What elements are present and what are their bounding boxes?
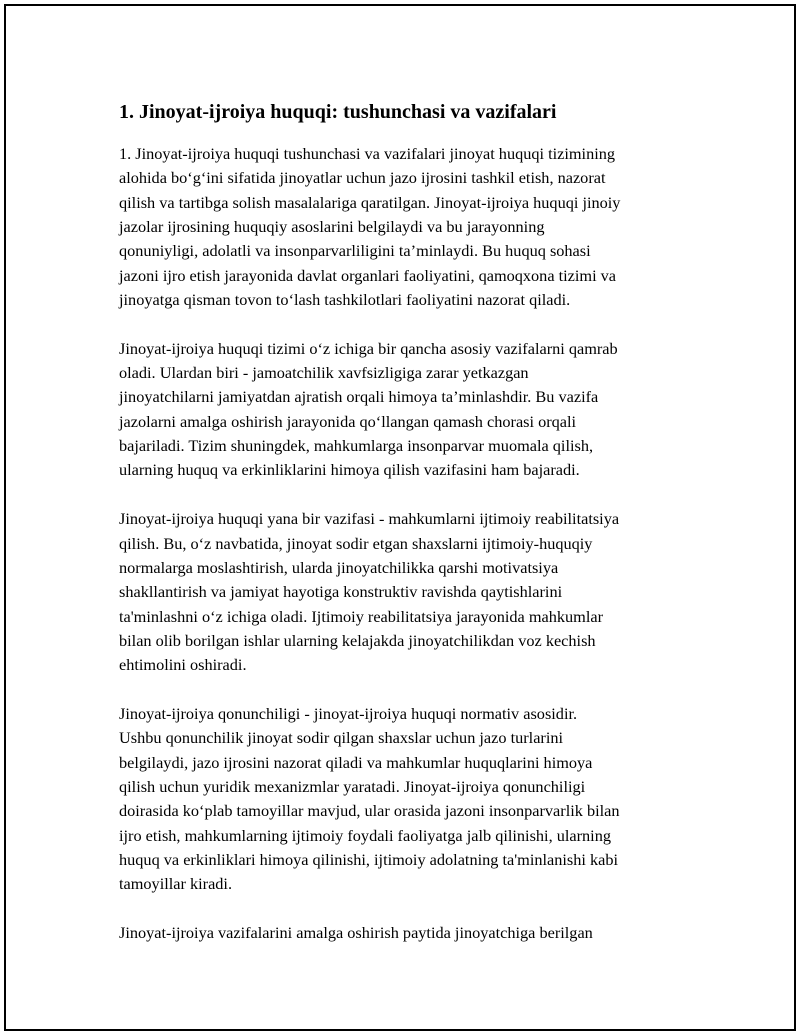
text-line: belgilaydi, jazo ijrosini nazorat qiladi va mahkumlar huquqlarini himoya (119, 752, 593, 772)
text-line: qilish. Bu, o‘z navbatida, jinoyat sodir etgan shaxslarni ijtimoiy-huquqiy (119, 533, 593, 553)
document-title: 1. Jinoyat-ijroiya huquqi: tushunchasi va vazifalari (119, 101, 557, 123)
page-frame (4, 4, 796, 1031)
text-line: jazolar ijrosining huquqiy asoslarini belgilaydi va bu jarayonning (119, 217, 545, 237)
text-line: ta'minlashni o‘z ichiga oladi. Ijtimoiy reabilitatsiya jarayonida mahkumlar (119, 606, 603, 626)
text-line: doirasida ko‘plab tamoyillar mavjud, ular orasida jazoni insonparvarlik bilan (119, 801, 620, 821)
text-line: qilish uchun yuridik mexanizmlar yaratadi. Jinoyat-ijroiya qonunchiligi (119, 776, 586, 796)
text-line: ularning huquq va erkinliklarini himoya qilish vazifasini ham bajaradi. (119, 460, 580, 480)
paragraph-1 (119, 142, 699, 312)
text-line: alohida bo‘g‘ini sifatida jinoyatlar uchun jazo ijrosini tashkil etish, nazorat (119, 168, 606, 188)
text-line: qilish va tartibga solish masalalariga qaratilgan. Jinoyat-ijroiya huquqi jinoiy (119, 192, 621, 212)
paragraph-3 (119, 507, 699, 677)
text-line: shakllantirish va jamiyat hayotiga konstruktiv ravishda qaytishlarini (119, 582, 563, 602)
text-line: bilan olib borilgan ishlar ularning kelajakda jinoyatchilikdan voz kechish (119, 630, 596, 650)
document-body (119, 100, 699, 970)
text-line: jazolarni amalga oshirish jarayonida qo‘llangan qamash chorasi orqali (119, 411, 577, 431)
text-line: Jinoyat-ijroiya huquqi tizimi o‘z ichiga bir qancha asosiy vazifalarni qamrab (119, 338, 618, 358)
text-line: normalarga moslashtirish, ularda jinoyatchilikka qarshi motivatsiya (119, 557, 559, 577)
paragraph-4 (119, 702, 699, 897)
text-line: 1. Jinoyat-ijroiya huquqi tushunchasi va vazifalari jinoyat huquqi tizimining (119, 144, 616, 163)
text-line: jazoni ijro etish jarayonida davlat organlari faoliyatini, qamoqxona tizimi va (119, 265, 617, 285)
text-line: ijro etish, mahkumlarning ijtimoiy foydali faoliyatga jalb qilinishi, ularning (119, 825, 611, 845)
text-line: tamoyillar kiradi. (119, 874, 233, 894)
text-line: huquq va erkinliklari himoya qilinishi, ijtimoiy adolatning ta'minlanishi kabi (119, 849, 618, 869)
text-line: qonuniyligi, adolatli va insonparvarliligini ta’minlaydi. Bu huquq sohasi (119, 241, 591, 261)
text-line: Jinoyat-ijroiya qonunchiligi - jinoyat-ijroiya huquqi normativ asosidir. (119, 703, 578, 723)
paragraph-2 (119, 337, 699, 483)
text-line: Jinoyat-ijroiya vazifalarini amalga oshirish paytida jinoyatchiga berilgan (119, 923, 593, 942)
text-line: Jinoyat-ijroiya huquqi yana bir vazifasi - mahkumlarni ijtimoiy reabilitatsiya (119, 509, 620, 529)
text-line: jinoyatchilarni jamiyatdan ajratish orqali himoya ta’minlashdir. Bu vazifa (119, 387, 599, 407)
text-line: jinoyatga qisman tovon to‘lash tashkilotlari faoliyatini nazorat qiladi. (119, 290, 571, 310)
text-line: bajariladi. Tizim shuningdek, mahkumlarga insonparvar muomala qilish, (119, 436, 594, 456)
text-line: Ushbu qonunchilik jinoyat sodir qilgan shaxslar uchun jazo turlarini (119, 728, 564, 748)
text-line: ehtimolini oshiradi. (119, 655, 247, 675)
paragraph-5 (119, 921, 699, 945)
text-line: oladi. Ulardan biri - jamoatchilik xavfsizligiga zarar yetkazgan (119, 363, 529, 383)
